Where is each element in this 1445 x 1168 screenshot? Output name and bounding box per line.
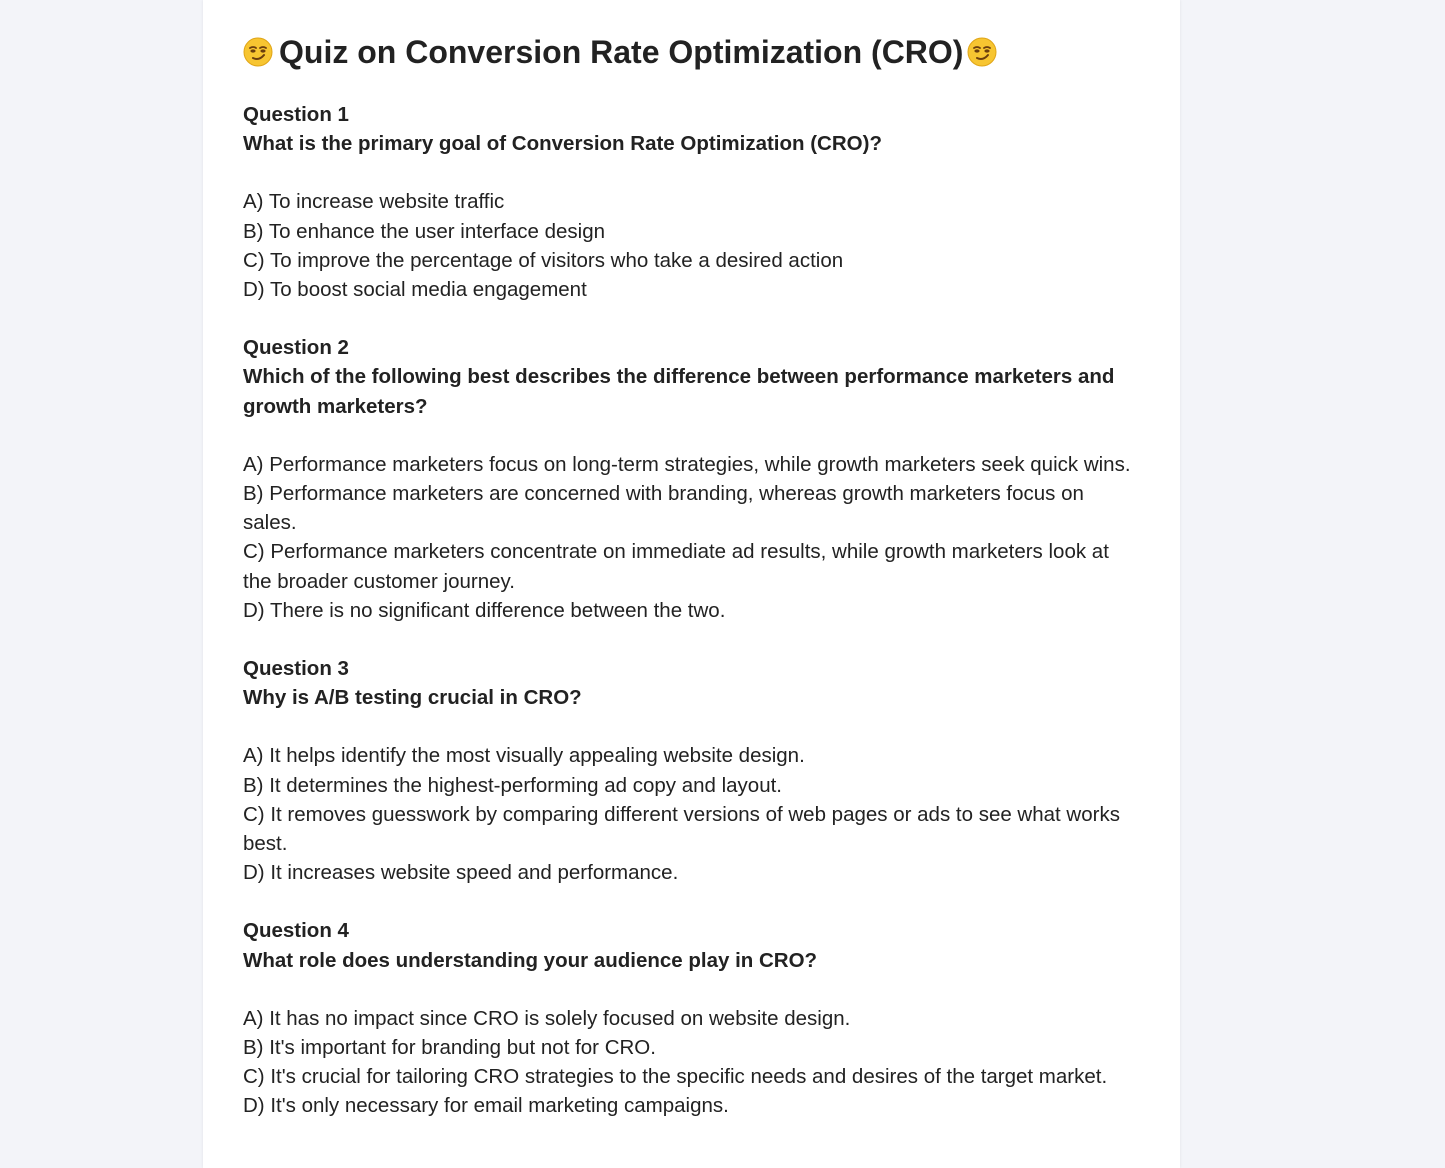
answer-option-a: A) It helps identify the most visually appealing website design. — [243, 744, 805, 768]
answer-option-a: A) To increase website traffic — [243, 190, 505, 214]
answer-option-a: A) Performance marketers focus on long-term strategies, while growth marketers seek quick wins. — [243, 452, 1131, 476]
answer-option-d: D) There is no significant difference between the two. — [243, 598, 726, 622]
answer-option-c: C) To improve the percentage of visitors who take a desired action — [243, 248, 844, 272]
answer-option-d: D) It's only necessary for email marketing campaigns. — [243, 1094, 729, 1118]
answer-options — [243, 450, 1143, 625]
answer-option-b: B) Performance marketers are concerned with branding, whereas growth marketers focus on sales. — [243, 482, 1084, 535]
answer-option-d: D) It increases website speed and performance. — [243, 861, 679, 885]
question-text: What is the primary goal of Conversion Rate Optimization (CRO)? — [243, 132, 882, 156]
answer-option-c: C) Performance marketers concentrate on immediate ad results, while growth marketers look at the broader customer journey. — [243, 540, 1109, 593]
answer-option-d: D) To boost social media engagement — [243, 278, 587, 302]
question-number: Question 3 — [243, 657, 349, 681]
answer-options — [243, 187, 1143, 304]
page-title — [243, 30, 1143, 74]
question-text: Why is A/B testing crucial in CRO? — [243, 686, 582, 710]
question-3 — [243, 654, 1143, 887]
question-number: Question 1 — [243, 103, 349, 126]
question-4 — [243, 916, 1143, 1120]
question-number: Question 2 — [243, 336, 349, 360]
question-number: Question 4 — [243, 919, 349, 943]
question-text: Which of the following best describes the difference between performance marketers and growth marketers? — [243, 365, 1115, 418]
question-text: What role does understanding your audience play in CRO? — [243, 948, 818, 972]
answer-option-b: B) It determines the highest-performing ad copy and layout. — [243, 773, 782, 797]
quiz-content — [243, 30, 1143, 1121]
answer-options — [243, 741, 1143, 887]
answer-options — [243, 1004, 1143, 1121]
smirking-face-icon — [967, 37, 997, 67]
question-1 — [243, 100, 1143, 304]
question-2 — [243, 333, 1143, 625]
answer-option-c: C) It removes guesswork by comparing different versions of web pages or ads to see what works best. — [243, 802, 1120, 856]
smirking-face-icon — [243, 37, 273, 67]
page-title-text: Quiz on Conversion Rate Optimization (CRO) — [279, 34, 964, 70]
answer-option-a: A) It has no impact since CRO is solely focused on website design. — [243, 1006, 851, 1030]
answer-option-b: B) It's important for branding but not for CRO. — [243, 1036, 656, 1060]
answer-option-c: C) It's crucial for tailoring CRO strategies to the specific needs and desires of the target market. — [243, 1065, 1108, 1089]
document-page — [203, 0, 1180, 1168]
answer-option-b: B) To enhance the user interface design — [243, 219, 606, 243]
